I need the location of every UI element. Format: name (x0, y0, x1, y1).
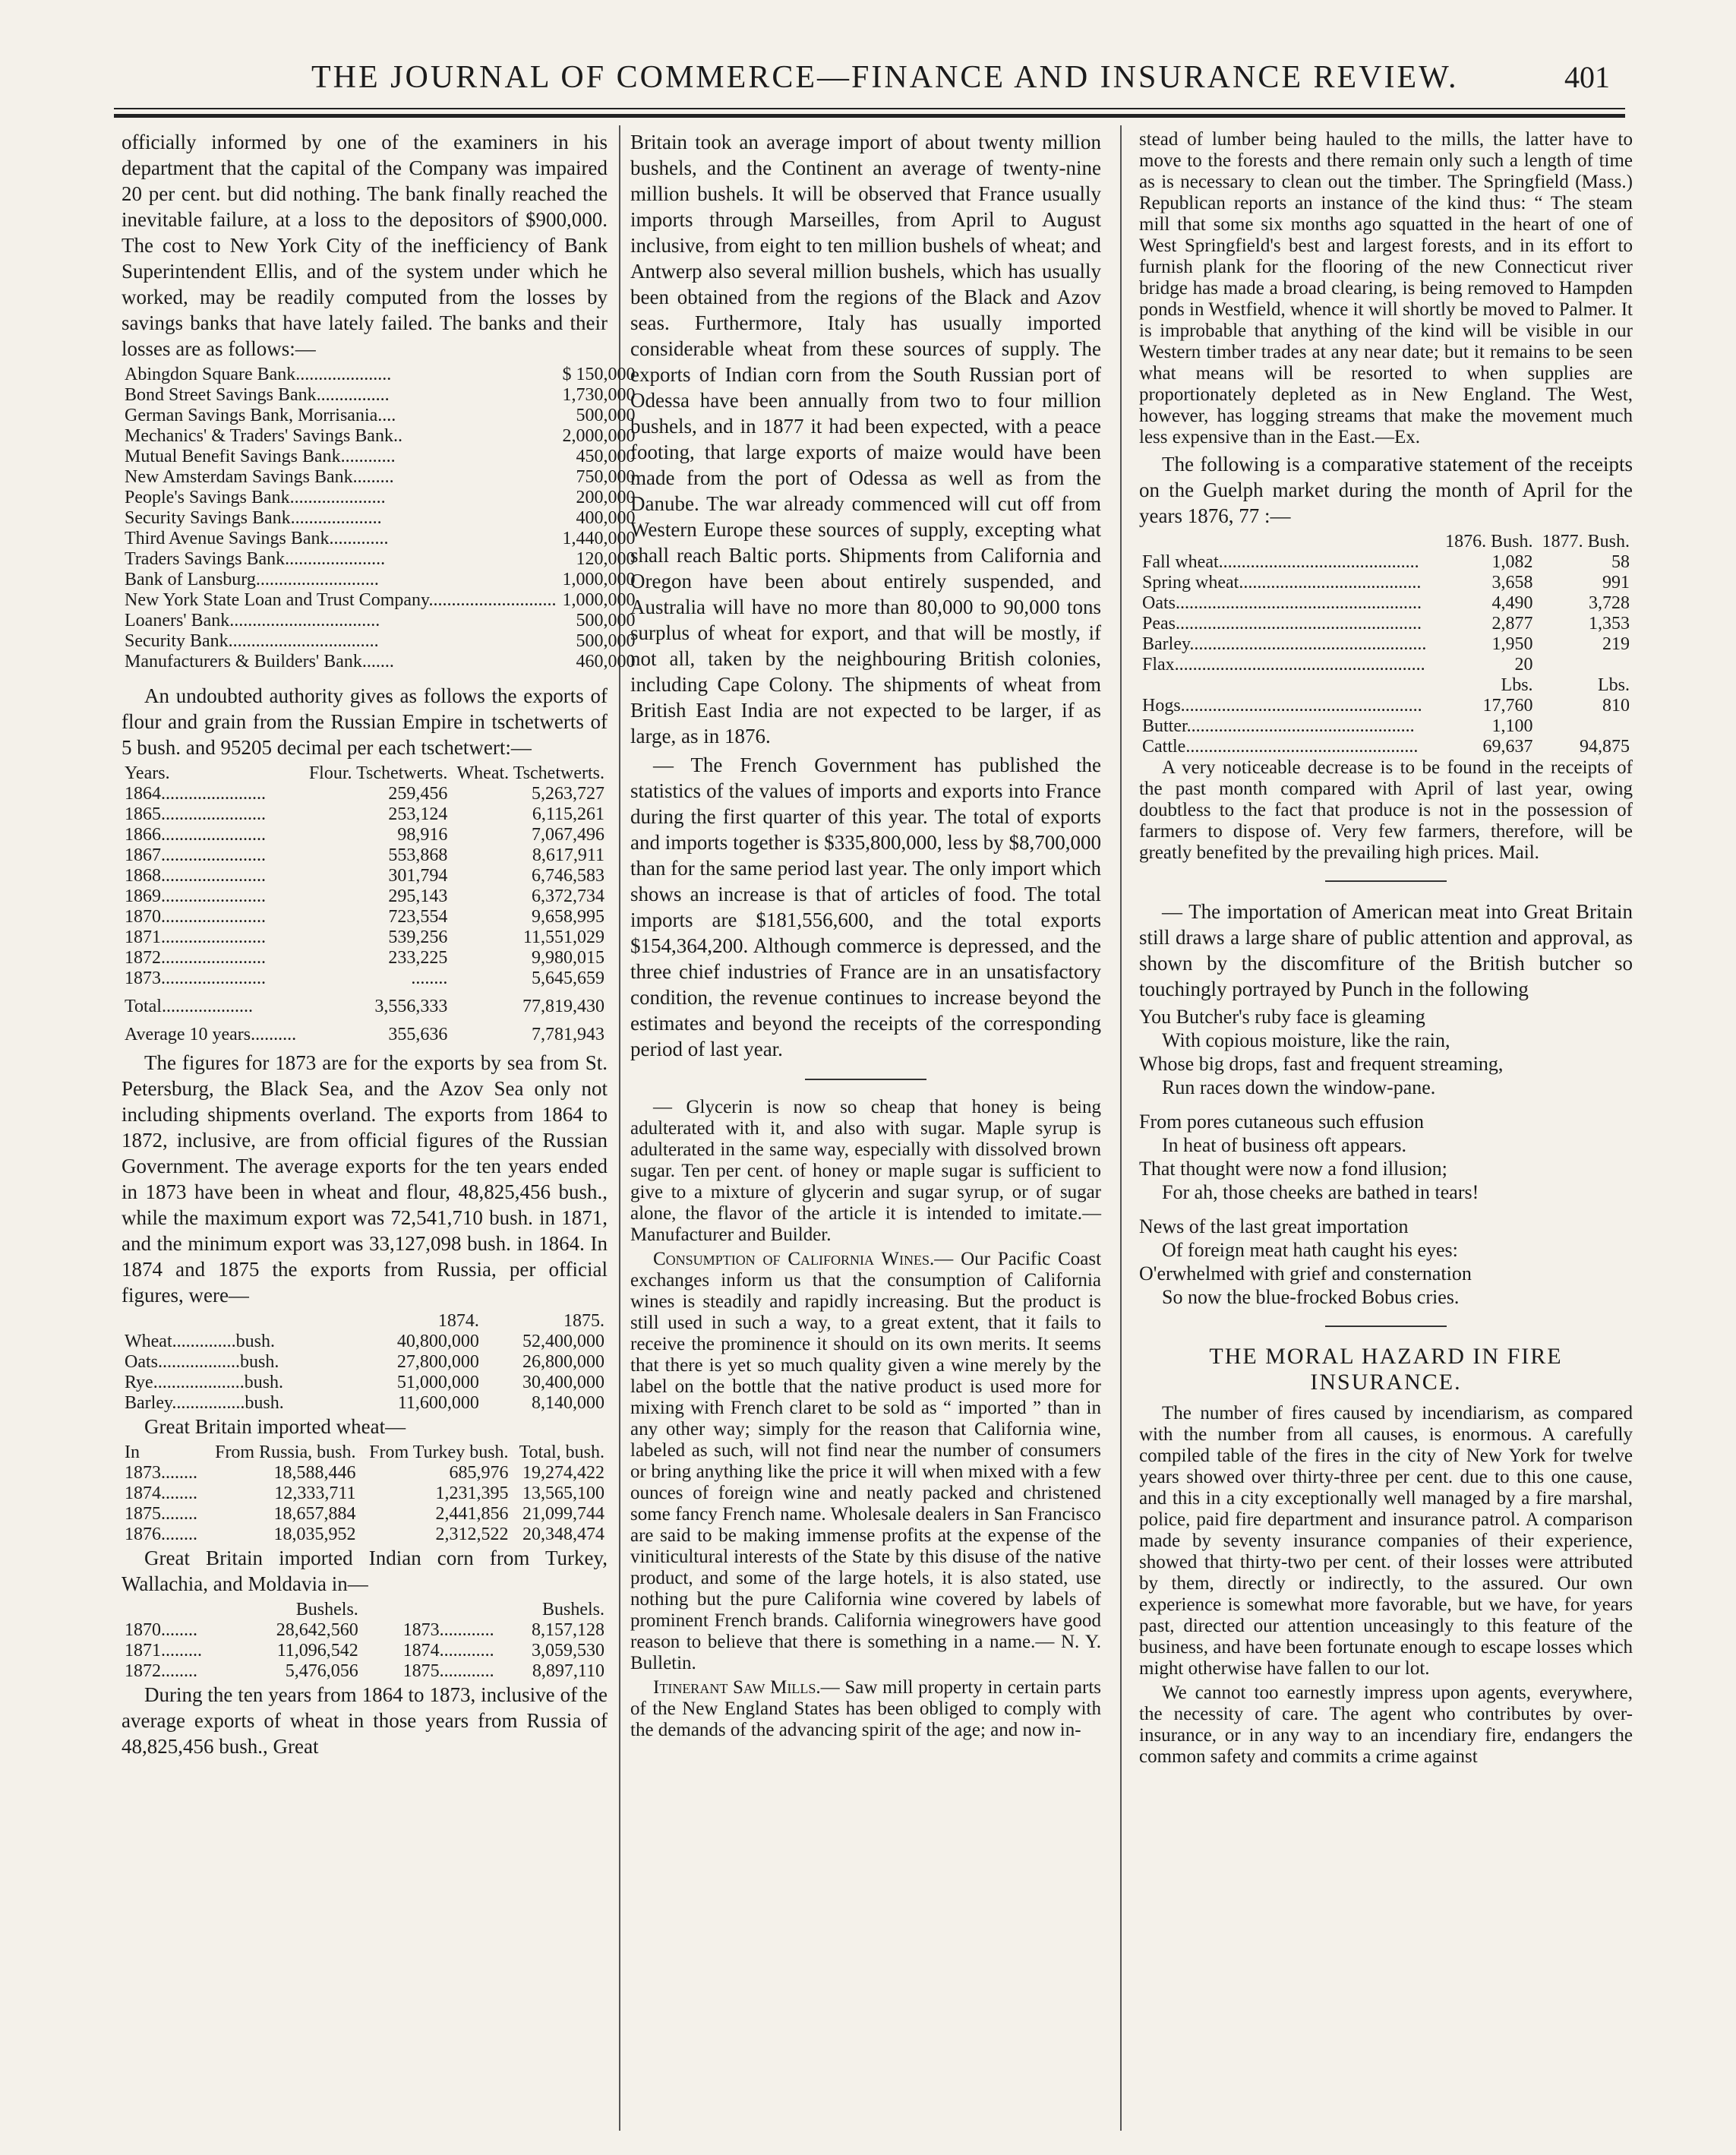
table-row (122, 365, 638, 385)
row-label: 1865....................... (125, 804, 266, 824)
column-header: Bushels. (295, 1600, 358, 1619)
row-label: 1873....................... (125, 968, 266, 988)
poem (1139, 1005, 1633, 1309)
indian-corn-table (122, 1600, 608, 1682)
page-number: 401 (1564, 60, 1610, 94)
row-label: Mutual Benefit Savings Bank............ (125, 447, 396, 466)
row-label: Traders Savings Bank...................... (125, 549, 386, 569)
cell: 810 (1602, 696, 1630, 716)
cell: 26,800,000 (522, 1352, 604, 1372)
section-heading: THE MORAL HAZARD IN FIRE INSURANCE. (1209, 1344, 1563, 1395)
paragraph: stead of lumber being hauled to the mills, the latter have to move to the forests and there remain only such a length of time as is necessary to clean out the timber. The Springfield (Mass.) Republican reports an instance of the kind thus: “ The steam mill that some six months ago squatted in the heart of one of West Springfield's best and largest forests, and in its effort to furnish plank for the flooring of the new Connecticut river bridge has made a broad clearing, is being removed to Hampden ponds in Westfield, whence it will shortly be moved to Palmer. It is improbable that anything of the kind will be visible in our Western timber trades at any near date; but it remains to be seen what means will be resorted to when supplies are proportionately depleted as in New England. The West, however, has logging streams that make the movement much less expensive than in the East.—Ex. (1139, 129, 1633, 447)
table-row (122, 488, 638, 508)
cell: 1,231,395 (435, 1484, 509, 1503)
table-row (122, 1393, 608, 1414)
cell: 1,950 (1491, 634, 1533, 654)
cell: 2,877 (1491, 614, 1533, 634)
cell: 2,312,522 (435, 1525, 509, 1544)
russian-exports-table (122, 763, 608, 1045)
row-label: Cattle................................................... (1142, 737, 1419, 757)
row-label: 1875........ (125, 1504, 197, 1524)
cell: 219 (1602, 634, 1630, 654)
table-row (122, 549, 638, 570)
table-row (1139, 655, 1633, 675)
column-header: Flour. Tschetwerts. (308, 763, 448, 783)
cell: 301,794 (388, 866, 448, 886)
table-row (122, 1661, 608, 1682)
poem-line: O'erwhelmed with grief and consternation (1139, 1262, 1472, 1284)
cell: 51,000,000 (396, 1373, 479, 1392)
table-row (122, 866, 608, 886)
table-row (122, 529, 638, 549)
row-label: Total.................... (125, 997, 253, 1016)
column-2 (630, 129, 1101, 1744)
table-row (1139, 552, 1633, 573)
table-row (122, 1332, 608, 1352)
table-row (122, 1504, 608, 1525)
table-row (122, 927, 608, 948)
cell: 450,000 (576, 447, 636, 466)
row-label: Oats..................bush. (125, 1352, 279, 1372)
cell: 11,551,029 (522, 927, 604, 947)
cell: 750,000 (576, 467, 636, 487)
cell: 3,556,333 (374, 997, 448, 1016)
row-label: Mechanics' & Traders' Savings Bank.. (125, 426, 402, 446)
paragraph: Great Britain imported wheat— (144, 1415, 406, 1438)
cell: 295,143 (388, 886, 448, 906)
cell: 1875............ (402, 1661, 494, 1681)
table-row (122, 508, 638, 529)
russia-1874-1875-table (122, 1311, 608, 1414)
table-row (122, 907, 608, 927)
row-label: Manufacturers & Builders' Bank....... (125, 652, 394, 671)
cell: 9,980,015 (532, 948, 604, 968)
table-row (122, 1017, 608, 1045)
table-row (122, 467, 638, 488)
cell: 1,100 (1491, 716, 1533, 736)
cell: 3,658 (1491, 573, 1533, 592)
paragraph: The figures for 1873 are for the exports by sea from St. Petersburg, the Black Sea, and the Azov Sea only not including shipments overland. The exports from 1864 to 1872, inclusive, are from official figures of the Russian Government. The average exports for the ten years ended in 1873 have been in wheat and flour, 48,825,456 bush., while the maximum export was 72,541,710 bush. in 1871, and the minimum export was 33,127,098 bush. in 1864. In 1874 and 1875 the exports from Russia, per official figures, were— (122, 1051, 608, 1307)
table-row (122, 1463, 608, 1484)
bank-losses-table (122, 365, 638, 672)
column-3 (1139, 129, 1633, 1771)
cell: 500,000 (576, 406, 636, 425)
gb-wheat-table (122, 1442, 608, 1545)
row-label: Barley................bush. (125, 1393, 284, 1413)
journal-title: THE JOURNAL OF COMMERCE—FINANCE AND INSURANCE REVIEW. (311, 60, 1459, 95)
poem-stanza (1139, 1215, 1633, 1309)
row-label: Abingdon Square Bank..................... (125, 365, 392, 384)
cell: 28,642,560 (276, 1620, 358, 1640)
paragraph: During the ten years from 1864 to 1873, inclusive of the average exports of wheat in those years from Russia of 48,825,456 bush., Great (122, 1683, 608, 1758)
cell: 4,490 (1491, 593, 1533, 613)
cell: 8,897,110 (532, 1661, 604, 1681)
cell: 9,658,995 (532, 907, 604, 927)
cell: 17,760 (1482, 696, 1533, 716)
cell: 400,000 (576, 508, 636, 528)
paragraph: We cannot too earnestly impress upon agents, everywhere, the necessity of care. The agent who contributes by over-insurance, or in any way to an incendiary fire, endangers the common safety and commits a crime against (1139, 1683, 1633, 1767)
paragraph: A very noticeable decrease is to be found in the receipts of the past month compared with April of last year, owing doubtless to the fact that produce is not in the possession of farmers to dispose of. Very few farmers, therefore, will be greatly benefited by the prevailing high prices. Mail. (1139, 757, 1633, 863)
cell: 1874............ (402, 1641, 494, 1660)
table-header (1139, 532, 1633, 552)
row-label: Fall wheat............................................ (1142, 552, 1419, 572)
cell: 8,157,128 (532, 1620, 604, 1640)
table-row (122, 590, 638, 611)
cell: 120,000 (576, 549, 636, 569)
table-row (122, 611, 638, 631)
poem-line: With copious moisture, like the rain, (1162, 1029, 1450, 1051)
cell: 1,000,000 (562, 590, 636, 610)
cell: 233,225 (388, 948, 448, 968)
poem-stanza (1139, 1110, 1633, 1204)
table-row (122, 426, 638, 447)
table-row (122, 406, 638, 426)
guelph-market-table (1139, 532, 1633, 757)
column-header: Bushels. (541, 1600, 604, 1619)
poem-line: Of foreign meat hath caught his eyes: (1162, 1239, 1458, 1261)
poem-line: From pores cutaneous such effusion (1139, 1111, 1425, 1133)
cell: 12,333,711 (274, 1484, 356, 1503)
row-label: Barley.................................................... (1142, 634, 1427, 654)
row-label: 1867....................... (125, 845, 266, 865)
cell: 5,645,659 (532, 968, 604, 988)
cell: 11,600,000 (397, 1393, 479, 1413)
table-row (1139, 593, 1633, 614)
cell: 52,400,000 (522, 1332, 604, 1351)
run-in-heading: Itinerant Saw Mills.— (653, 1677, 840, 1698)
column-header: Total, bush. (519, 1442, 604, 1462)
paragraph: — Glycerin is now so cheap that honey is being adulterated with it, and also with sugar. Maple syrup is adulterated in the same way, especially with dissolved brown sugar. Ten per cent. of honey or maple sugar is sufficient to give to a mixture of glycerin and sugar syrup, or of sugar alone, the flavor of the article it is intended to imitate.—Manufacturer and Builder. (630, 1097, 1101, 1245)
cell: 30,400,000 (522, 1373, 604, 1392)
cell: 553,868 (388, 845, 448, 865)
cell: 18,588,446 (273, 1463, 356, 1483)
table-header (122, 1311, 608, 1332)
column-header: From Russia, bush. (215, 1442, 356, 1462)
cell: 1,000,000 (562, 570, 636, 589)
table-row (122, 784, 608, 804)
table-row (122, 570, 638, 590)
row-label: Wheat..............bush. (125, 1332, 275, 1351)
cell: 6,115,261 (532, 804, 604, 824)
cell: 6,372,734 (532, 886, 604, 906)
table-row (1139, 614, 1633, 634)
column-header: 1876. Bush. (1445, 532, 1533, 551)
row-label: Butter.................................................. (1142, 716, 1415, 736)
paragraph: Our Pacific Coast exchanges inform us that the consumption of California wines is steadily and rapidly increasing. But the product is still used in such a way, to a great extent, that it fails to receive the prominence it should on its own merits. It seems that there is yet so much quality given a wine merely by the label on the bottle that the native product is used more for mixing with French claret to be sold as “ imported ” than in any other way; simply for the reason that California wine, labeled as such, will not find near the number of consumers or bring anything like the price it will when mixed with a few ounces of foreign wine and neatly packed and christened some fancy French name. Wholesale dealers in San Francisco are said to be making immense profits at the expense of the viniticultural interests of the State by this disuse of the native product, and some of the large hotels, it is also stated, use nothing but the pure California wine covered by labels of prominent French brands. California winegrowers have good reason to believe that there is something in a name.— N. Y. Bulletin. (630, 1249, 1102, 1673)
row-label: Security Bank................................. (125, 631, 379, 651)
cell (1536, 655, 1633, 675)
column-header: In (125, 1442, 140, 1462)
row-label: Average 10 years.......... (125, 1025, 297, 1044)
cell: 58 (1611, 552, 1630, 572)
paragraph: Great Britain imported Indian corn from Turkey, Wallachia, and Moldavia in— (122, 1547, 608, 1595)
cell: 253,124 (388, 804, 448, 824)
row-label: 1872....................... (125, 948, 266, 968)
row-label: 1871....................... (125, 927, 266, 947)
section-divider (805, 1079, 926, 1080)
poem-line: Whose big drops, fast and frequent streaming, (1139, 1053, 1504, 1075)
cell: 94,875 (1580, 737, 1630, 757)
poem-line: So now the blue-frocked Bobus cries. (1162, 1286, 1460, 1308)
cell (1536, 716, 1633, 737)
cell: 2,441,856 (435, 1504, 509, 1524)
table-row (122, 652, 638, 672)
column-header: Years. (125, 763, 170, 783)
row-label: 1869....................... (125, 886, 266, 906)
row-label: 1870....................... (125, 907, 266, 927)
table-row (1139, 716, 1633, 737)
table-row (122, 1525, 608, 1545)
cell: 685,976 (449, 1463, 509, 1483)
cell: 723,554 (388, 907, 448, 927)
row-label: Security Savings Bank.................... (125, 508, 382, 528)
cell: 539,256 (388, 927, 448, 947)
cell: 20 (1514, 655, 1533, 675)
poem-stanza (1139, 1005, 1633, 1099)
table-row (122, 1620, 608, 1641)
cell: $ 150,000 (562, 365, 636, 384)
row-label: 1868....................... (125, 866, 266, 886)
table-header (122, 763, 608, 784)
cell: 18,657,884 (273, 1504, 356, 1524)
column-header: 1875. (563, 1311, 604, 1331)
table-row (122, 1373, 608, 1393)
cell: 98,916 (397, 825, 448, 845)
table-header (1139, 675, 1633, 696)
row-label: Third Avenue Savings Bank............. (125, 529, 389, 548)
paragraph: — The importation of American meat into Great Britain still draws a large share of public attention and approval, as shown by the discomfiture of the British butcher so touchingly portrayed by Punch in the following (1139, 900, 1633, 1000)
row-label: 1864....................... (125, 784, 266, 804)
cell: 6,746,583 (532, 866, 604, 886)
cell: 13,565,100 (522, 1484, 604, 1503)
row-label: 1874........ (125, 1484, 197, 1503)
poem-line: That thought were now a fond illusion; (1139, 1158, 1447, 1180)
cell: 500,000 (576, 611, 636, 630)
cell: 8,140,000 (532, 1393, 604, 1413)
table-row (1139, 573, 1633, 593)
paragraph: The following is a comparative statement of the receipts on the Guelph market during the month of April for the years 1876, 77 :— (1139, 453, 1633, 527)
cell: 355,636 (388, 1025, 448, 1044)
table-row (122, 825, 608, 845)
row-label: People's Savings Bank..................... (125, 488, 386, 507)
poem-line: For ah, those cheeks are bathed in tears! (1162, 1181, 1479, 1203)
table-row (122, 886, 608, 907)
poem-line: In heat of business oft appears. (1162, 1134, 1407, 1156)
row-label: 1872........ (125, 1661, 197, 1681)
cell: 19,274,422 (522, 1463, 604, 1483)
table-row (122, 948, 608, 968)
row-label: Bank of Lansburg........................... (125, 570, 379, 589)
paragraph: Britain took an average import of about twenty million bushels, and the Continent an average of twenty-nine million bushels. It will be observed that France usually imports through Marseilles, from April to August inclusive, from eight to ten million bushels of wheat; and Antwerp also several million bushels, which has usually been obtained from the regions of the Black and Azov seas. Furthermore, Italy has usually imported considerable wheat from these sources of supply. The exports of Indian corn from the South Russian port of Odessa have been annually from two to four million bushels, and in 1877 it had been expected, with a peace footing, that large exports of maize would have been made from the port of Odessa as well as from the Danube. The war already commenced will cut off from Western Europe these sources of supply, excepting what shall reach Baltic ports. Shipments from California and Oregon have been about entirely suspended, and Australia will have no more than 80,000 to 90,000 tons surplus of wheat for export, and that will be mostly, if not all, taken by the neighbouring British colonies, including Cape Colony. The shipments of wheat from British East India are not expected to be larger, if as large, as in 1876. (630, 131, 1101, 747)
table-row (122, 1352, 608, 1373)
column-divider (1120, 125, 1122, 2131)
cell: 1,730,000 (562, 385, 636, 405)
row-label: 1871......... (125, 1641, 202, 1660)
cell: 77,819,430 (522, 997, 604, 1016)
paragraph: Saw mill property in certain parts of the New England States has been obliged to comply with the demands of the advancing spirit of the age; and now in- (630, 1677, 1102, 1740)
row-label: Flax....................................................... (1142, 655, 1425, 675)
row-label: 1870........ (125, 1620, 197, 1640)
cell: 5,263,727 (532, 784, 604, 804)
row-label: 1873........ (125, 1463, 197, 1483)
column-header: Lbs. (1598, 675, 1630, 695)
paragraph: officially informed by one of the examiners in his department that the capital of the Company was impaired 20 per cent. but did nothing. The bank finally reached the inevitable failure, at a loss to the depositors of $900,000. The cost to New York City of the inefficiency of Bank Superintendent Ellis, and of the system under which he worked, may be readily computed from the losses by savings banks that have lately failed. The banks and their losses are as follows:— (122, 131, 608, 360)
table-row (122, 845, 608, 866)
cell: 69,637 (1482, 737, 1533, 757)
section-divider (1325, 880, 1447, 882)
cell: 8,617,911 (532, 845, 604, 865)
cell: 7,067,496 (532, 825, 604, 845)
table-row (122, 447, 638, 467)
row-label: Hogs..................................................... (1142, 696, 1422, 716)
cell: 3,728 (1589, 593, 1630, 613)
cell: 40,800,000 (396, 1332, 479, 1351)
table-row (122, 804, 608, 825)
cell: 500,000 (576, 631, 636, 651)
header-rule (114, 108, 1625, 109)
row-label: 1876........ (125, 1525, 197, 1544)
column-1 (122, 129, 636, 1762)
row-label: Loaners' Bank................................. (125, 611, 380, 630)
cell: 1,440,000 (562, 529, 636, 548)
cell: 11,096,542 (276, 1641, 358, 1660)
paragraph: — The French Government has published the statistics of the values of imports and exports into France during the first quarter of this year. The total of exports and imports together is $335,800,000, less by $8,700,000 than for the same period last year. The only import which shows an increase is that of articles of food. The total imports are $181,556,600, and the total exports $154,364,200. Although commerce is depressed, and the three chief industries of France are in an unsatisfactory condition, the revenue continues to increase beyond the estimates and beyond the receipts of the corresponding period of last year. (630, 754, 1101, 1060)
table-row (122, 1641, 608, 1661)
paragraph: An undoubted authority gives as follows the exports of flour and grain from the Russian Empire in tschetwerts of 5 bush. and 95205 decimal per each tschetwert:— (122, 684, 608, 759)
table-header (122, 1600, 608, 1620)
running-header (114, 59, 1625, 105)
cell: 991 (1602, 573, 1630, 592)
table-row (122, 1484, 608, 1504)
table-row (122, 968, 608, 989)
table-row (1139, 737, 1633, 757)
column-header: From Turkey bush. (369, 1442, 509, 1462)
paragraph: The number of fires caused by incendiarism, as compared with the number from all causes, is enormous. A carefully compiled table of the fires in the city of New York for twelve years showed over thirty-three per cent. due to this one cause, and this in a city exceptionally well managed by a fire marshal, police, paid fire department and insurance patrol. A comparison made by seventy insurance companies of their experience, showed that thirty-two per cent. of their losses were attributed by them, directly or indirectly, to the assured. Our own experience is somewhat more favorable, but we have, for years past, directed our attention unceasingly to this feature of the business, and have been fortunate enough to escape losses which might otherwise have fallen to our lot. (1139, 1403, 1633, 1679)
column-header: Wheat. Tschetwerts. (456, 763, 604, 783)
cell: ........ (411, 968, 448, 988)
table-row (1139, 696, 1633, 716)
row-label: New York State Loan and Trust Company............................ (125, 590, 557, 610)
cell: 21,099,744 (522, 1504, 604, 1524)
column-header: 1874. (437, 1311, 479, 1331)
cell: 18,035,952 (273, 1525, 356, 1544)
table-header (122, 1442, 608, 1463)
cell: 460,000 (576, 652, 636, 671)
cell: 3,059,530 (532, 1641, 604, 1660)
cell: 5,476,056 (285, 1661, 358, 1681)
table-row (122, 385, 638, 406)
row-label: Peas...................................................... (1142, 614, 1422, 634)
row-label: Rye....................bush. (125, 1373, 284, 1392)
cell: 259,456 (388, 784, 448, 804)
poem-line: News of the last great importation (1139, 1215, 1409, 1237)
cell: 1873............ (402, 1620, 494, 1640)
row-label: German Savings Bank, Morrisania.... (125, 406, 396, 425)
row-label: Spring wheat........................................ (1142, 573, 1422, 592)
cell: 200,000 (576, 488, 636, 507)
cell: 27,800,000 (396, 1352, 479, 1372)
cell: 20,348,474 (522, 1525, 604, 1544)
run-in-heading: Consumption of California Wines.— (653, 1249, 954, 1269)
row-label: Oats...................................................... (1142, 593, 1422, 613)
header-rule-thick (114, 114, 1625, 118)
table-row (122, 989, 608, 1017)
cell: 1,353 (1589, 614, 1630, 634)
cell: 1,082 (1491, 552, 1533, 572)
cell: 2,000,000 (562, 426, 636, 446)
row-label: New Amsterdam Savings Bank......... (125, 467, 394, 487)
row-label: 1866....................... (125, 825, 266, 845)
row-label: Bond Street Savings Bank................ (125, 385, 390, 405)
table-row (1139, 634, 1633, 655)
column-header: 1877. Bush. (1542, 532, 1630, 551)
section-divider (1325, 1326, 1447, 1327)
column-header: Lbs. (1501, 675, 1533, 695)
cell: 7,781,943 (532, 1025, 604, 1044)
table-row (122, 631, 638, 652)
poem-line: Run races down the window-pane. (1162, 1076, 1436, 1098)
poem-line: You Butcher's ruby face is gleaming (1139, 1006, 1425, 1028)
